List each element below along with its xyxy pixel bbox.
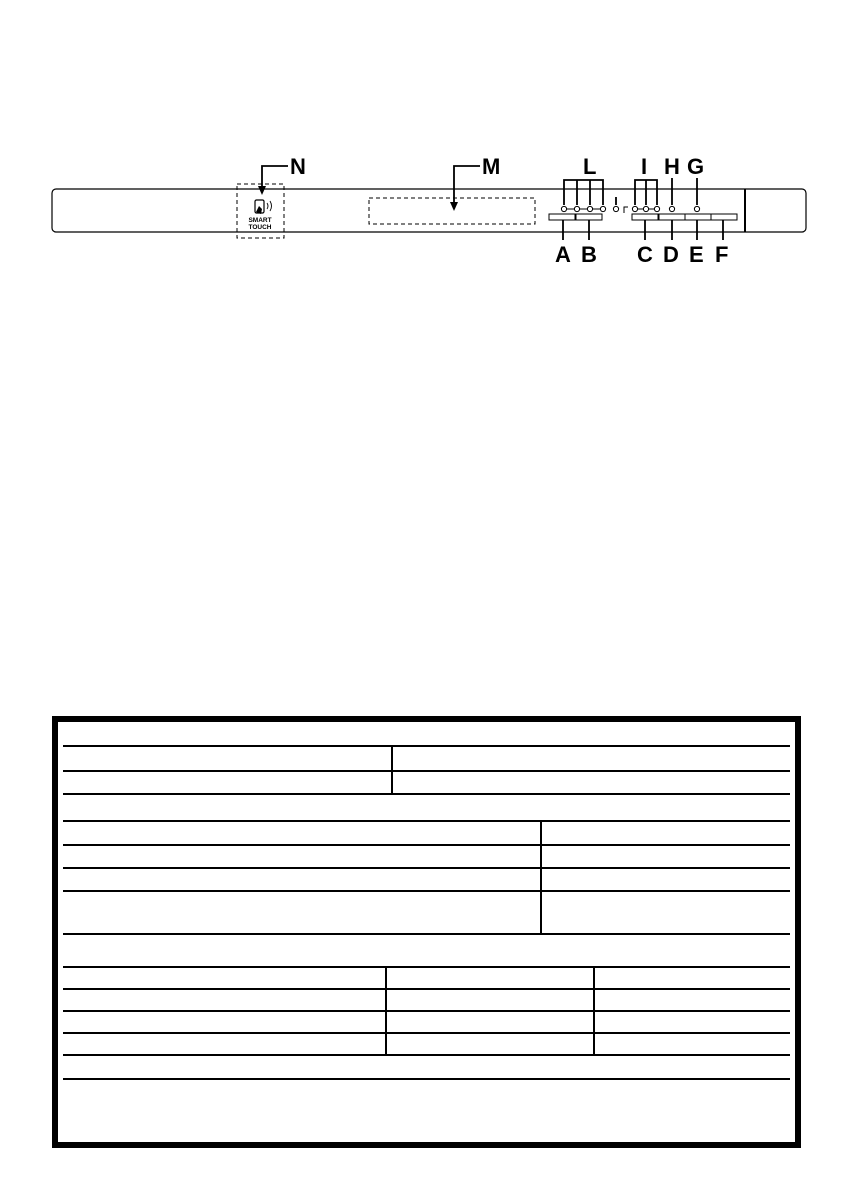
table-rule bbox=[63, 793, 790, 795]
control-panel-diagram bbox=[0, 0, 851, 300]
table-rule bbox=[63, 890, 790, 892]
button-e[interactable] bbox=[685, 214, 711, 220]
table-rule bbox=[63, 1078, 790, 1080]
table-rule bbox=[63, 1054, 790, 1056]
table-rule bbox=[63, 1032, 790, 1034]
table-rule bbox=[63, 933, 790, 935]
indicator-lights-i bbox=[632, 206, 659, 211]
callout-g: G bbox=[687, 154, 705, 179]
indicator-light-h bbox=[669, 206, 674, 211]
table-rule bbox=[63, 988, 790, 990]
table-column-divider bbox=[540, 820, 542, 935]
callout-i: I bbox=[641, 154, 648, 179]
callout-m: M bbox=[482, 154, 501, 179]
callout-b: B bbox=[581, 242, 597, 267]
callout-h: H bbox=[664, 154, 680, 179]
control-panel-strip bbox=[52, 189, 806, 232]
table-rule bbox=[63, 966, 790, 968]
button-c[interactable] bbox=[632, 214, 658, 220]
callout-n: N bbox=[290, 154, 306, 179]
callout-l: L bbox=[583, 154, 597, 179]
smart-touch-label-line2: TOUCH bbox=[248, 224, 272, 231]
table-column-divider bbox=[391, 745, 393, 795]
table-rule bbox=[63, 820, 790, 822]
button-d[interactable] bbox=[659, 214, 685, 220]
table-rule bbox=[63, 1010, 790, 1012]
button-a[interactable] bbox=[549, 214, 575, 220]
table-column-divider bbox=[385, 966, 387, 1056]
table-column-divider bbox=[593, 966, 595, 1056]
button-b[interactable] bbox=[576, 214, 602, 220]
callout-e: E bbox=[689, 242, 704, 267]
callout-d: D bbox=[663, 242, 679, 267]
smart-touch-label-line1: SMART bbox=[248, 217, 272, 224]
table-rule bbox=[63, 867, 790, 869]
indicator-light-g bbox=[694, 206, 699, 211]
callout-c: C bbox=[637, 242, 653, 267]
info-table bbox=[52, 716, 801, 1148]
button-f[interactable] bbox=[711, 214, 737, 220]
table-rule bbox=[63, 844, 790, 846]
table-rule bbox=[63, 745, 790, 747]
callout-a: A bbox=[555, 242, 571, 267]
table-rule bbox=[63, 770, 790, 772]
callout-f: F bbox=[715, 242, 729, 267]
